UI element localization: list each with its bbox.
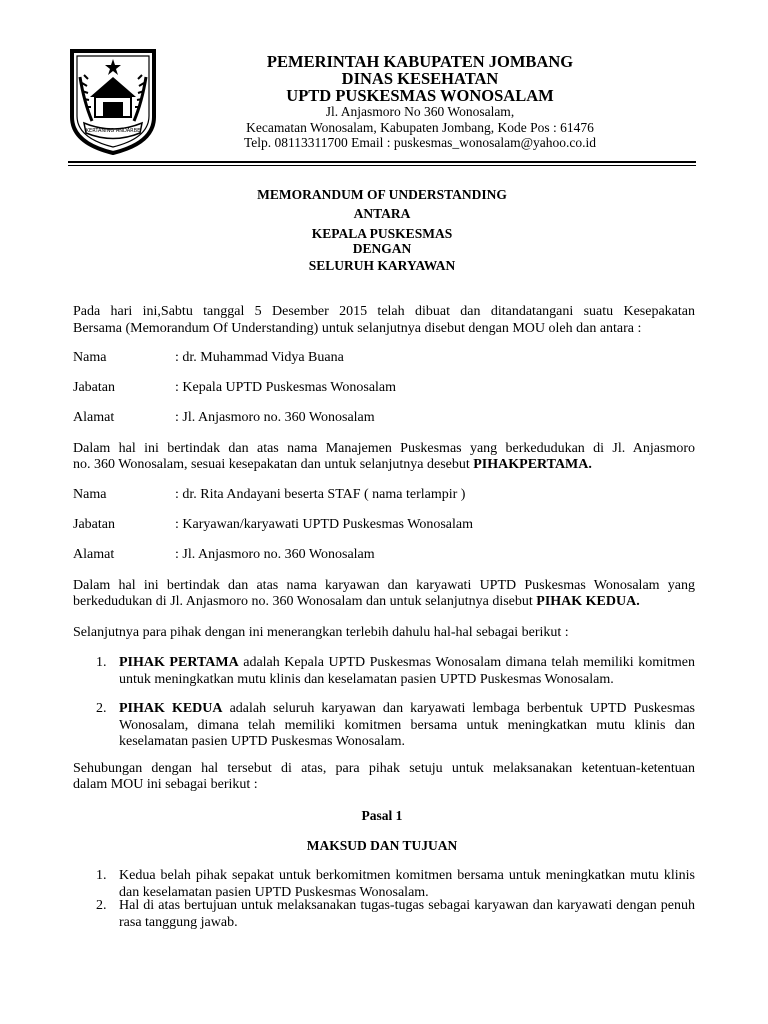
address-line-2: Kecamatan Wonosalam, Kabupaten Jombang, Kode Pos : 61476 — [246, 120, 594, 135]
party1-alamat-value: : Jl. Anjasmoro no. 360 Wonosalam — [175, 410, 375, 425]
jombang-regency-emblem — [68, 47, 158, 155]
list1-number-2: 2. — [96, 701, 107, 716]
list1-number-1: 1. — [96, 655, 107, 670]
list1-item-2: PIHAK KEDUA adalah seluruh karyawan dan karyawati lembaga berbentuk UPTD Puskesmas Wonosalam, dimana telah memiliki komitmen bersama untuk meningkatkan mutu klinis dan keselamatan pasien UPTD Puskesmas Wonosalam. — [119, 701, 695, 749]
party1-nama-label: Nama — [73, 350, 107, 365]
party1-designation: PIHAKPERTAMA. — [473, 457, 592, 472]
title-line-4: DENGAN — [352, 241, 412, 256]
letterhead-rule-thin — [68, 165, 696, 166]
party2-designation: PIHAK KEDUA. — [536, 594, 640, 609]
unit-name: UPTD PUSKESMAS WONOSALAM — [286, 86, 554, 105]
party1-nama-value: : dr. Muhammad Vidya Buana — [175, 350, 344, 365]
party2-nama-label: Nama — [73, 487, 107, 502]
party2-nama-value: : dr. Rita Andayani beserta STAF ( nama terlampir ) — [175, 487, 466, 502]
title-line-3: KEPALA PUSKESMAS — [311, 226, 453, 241]
party2-jabatan-value: : Karyawan/karyawati UPTD Puskesmas Wonosalam — [175, 517, 473, 532]
list2-number-1: 1. — [96, 868, 107, 883]
list2-item-1: Kedua belah pihak sepakat untuk berkomitmen komitmen bersama untuk meningkatkan mutu klinis dan keselamatan pasien UPTD Puskesmas Wonosalam. — [119, 868, 695, 900]
agreement-line-1: Sehubungan dengan hal tersebut di atas, para pihak setuju untuk melaksanakan ketentuan-ketentuan — [73, 761, 695, 776]
party1-jabatan-label: Jabatan — [73, 380, 115, 395]
agreement-line-2: dalam MOU ini sebagai berikut : — [73, 777, 258, 792]
list1-item-1: PIHAK PERTAMA adalah Kepala UPTD Puskesmas Wonosalam dimana telah memiliki komitmen untuk meningkatkan mutu klinis dan keselamatan pasien UPTD Puskesmas Wonosalam. — [119, 655, 695, 687]
title-line-2: ANTARA — [353, 206, 411, 221]
party1-alamat-label: Alamat — [73, 410, 115, 425]
department-name: DINAS KESEHATAN — [341, 69, 499, 88]
address-line-1: Jl. Anjasmoro No 360 Wonosalam, — [325, 104, 515, 119]
party1-jabatan-value: : Kepala UPTD Puskesmas Wonosalam — [175, 380, 397, 395]
party1-desc-line-1: Dalam hal ini bertindak dan atas nama Manajemen Puskesmas yang berkedudukan di Jl. Anjasmoro — [73, 441, 695, 456]
list2-number-2: 2. — [96, 898, 107, 913]
party2-alamat-label: Alamat — [73, 547, 115, 562]
party2-alamat-value: : Jl. Anjasmoro no. 360 Wonosalam — [175, 547, 375, 562]
svg-text:KERTANING ANDARBE: KERTANING ANDARBE — [85, 128, 141, 134]
letterhead-rule-thick — [68, 161, 696, 163]
title-line-5: SELURUH KARYAWAN — [308, 258, 456, 273]
party2-desc-line-1: Dalam hal ini bertindak dan atas nama karyawan dan karyawati UPTD Puskesmas Wonosalam yang — [73, 578, 695, 593]
intro-line-1: Pada hari ini,Sabtu tanggal 5 Desember 2015 telah dibuat dan ditandatangani suatu Kesepakatan — [73, 304, 695, 319]
party2-jabatan-label: Jabatan — [73, 517, 115, 532]
agency-name: PEMERINTAH KABUPATEN JOMBANG — [266, 52, 574, 71]
intro-line-2: Bersama (Memorandum Of Understanding) untuk selanjutnya disebut dengan MOU oleh dan antara : — [73, 321, 642, 336]
document-title: MEMORANDUM OF UNDERSTANDING — [257, 187, 507, 202]
explanation-text: Selanjutnya para pihak dengan ini menerangkan terlebih dahulu hal-hal sebagai berikut : — [73, 625, 569, 640]
party2-desc-line-2: berkedudukan di Jl. Anjasmoro no. 360 Wonosalam dan untuk selanjutnya disebut PIHAK KEDUA. — [73, 594, 640, 609]
article-subheading: MAKSUD DAN TUJUAN — [306, 838, 458, 853]
party1-desc-line-2: no. 360 Wonosalam, sesuai kesepakatan dan untuk selanjutnya desebut PIHAKPERTAMA. — [73, 457, 592, 472]
contact-line: Telp. 08113311700 Email : puskesmas_wonosalam@yahoo.co.id — [243, 135, 597, 150]
article-heading: Pasal 1 — [361, 808, 403, 823]
list2-item-2: Hal di atas bertujuan untuk melaksanakan tugas-tugas sebagai karyawan dan karyawati dengan penuh rasa tanggung jawab. — [119, 898, 695, 930]
